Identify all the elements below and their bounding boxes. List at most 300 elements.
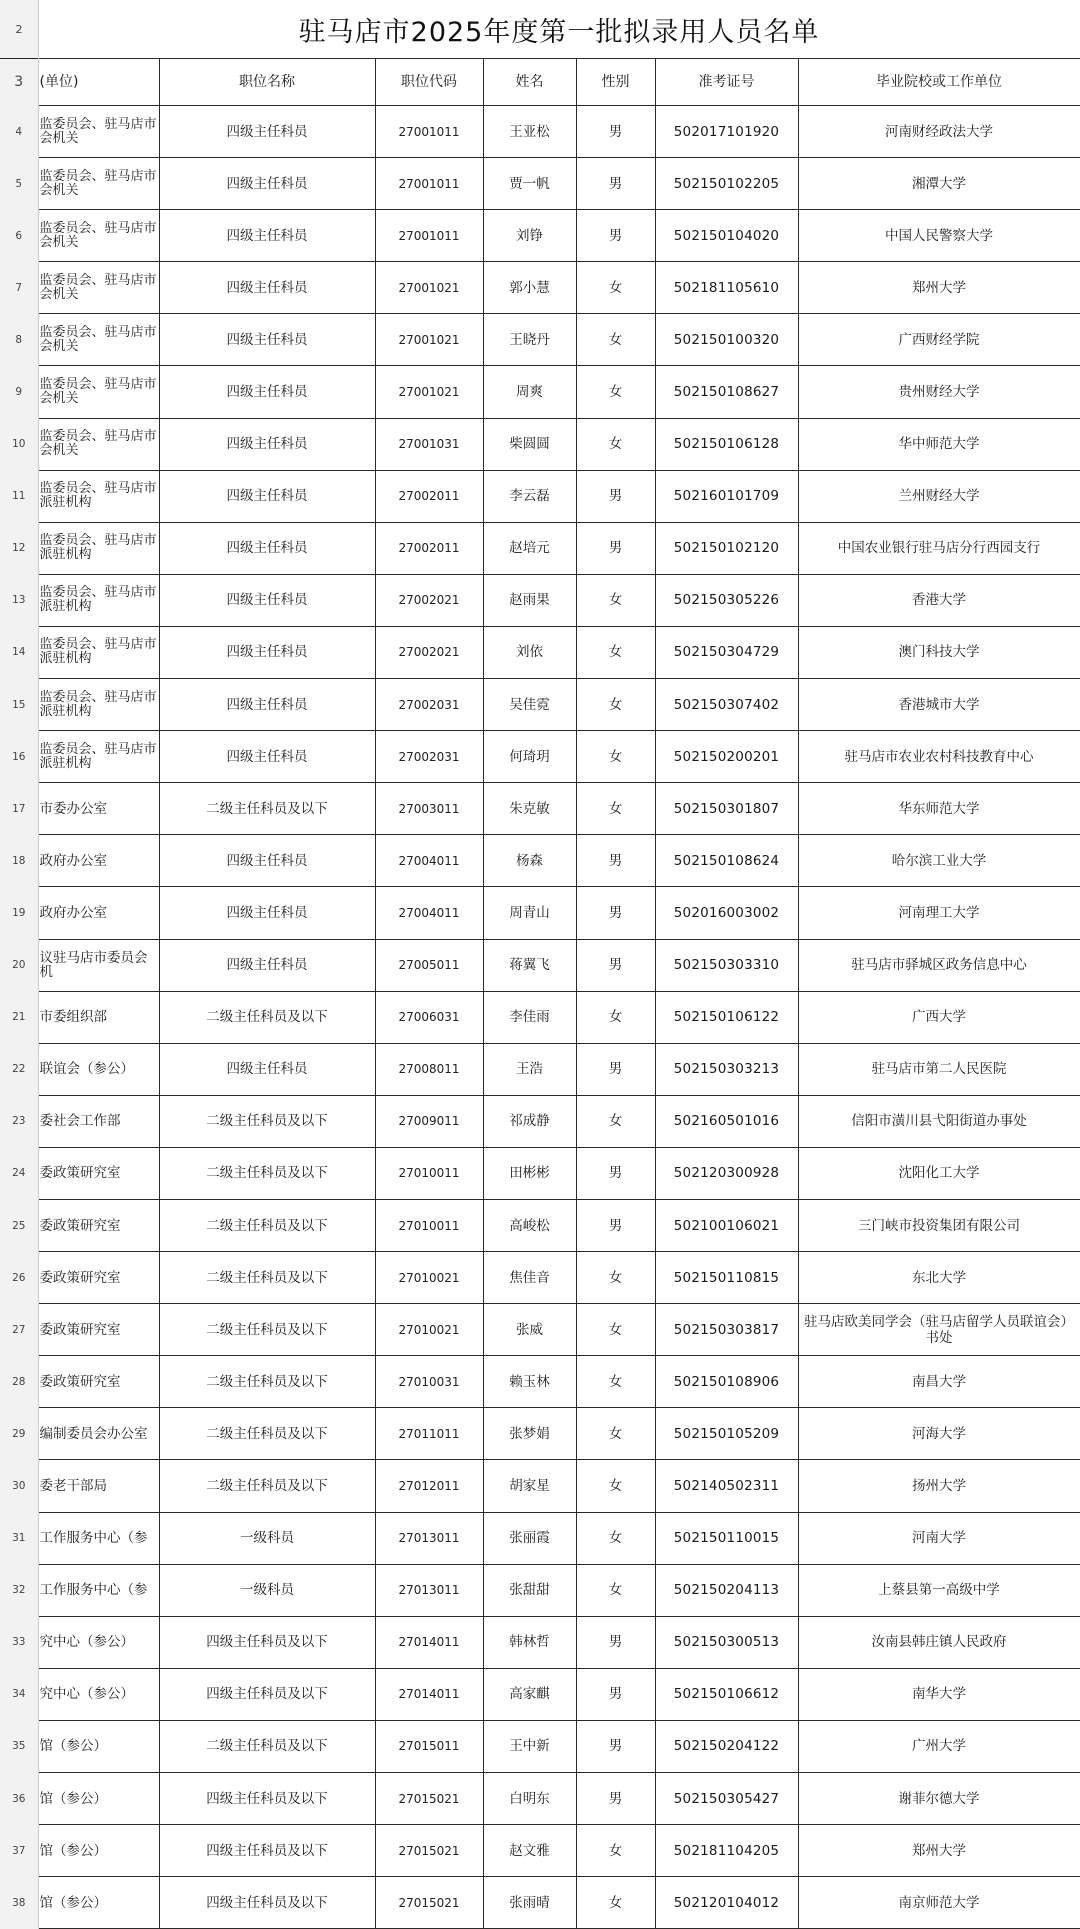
header-unit[interactable]: (单位) — [38, 59, 159, 106]
cell-position[interactable]: 四级主任科员及以下 — [159, 1616, 375, 1668]
row-number[interactable]: 11 — [0, 470, 38, 522]
row-number[interactable]: 7 — [0, 262, 38, 314]
cell-name[interactable]: 杨森 — [483, 835, 576, 887]
cell-name[interactable]: 周青山 — [483, 887, 576, 939]
cell-code[interactable]: 27002021 — [375, 574, 483, 626]
cell-name[interactable]: 韩林哲 — [483, 1616, 576, 1668]
cell-school[interactable]: 东北大学 — [798, 1252, 1080, 1304]
cell-gender[interactable]: 女 — [576, 1825, 655, 1877]
cell-school[interactable]: 河海大学 — [798, 1408, 1080, 1460]
cell-school[interactable]: 南京师范大学 — [798, 1877, 1080, 1929]
cell-code[interactable]: 27001011 — [375, 210, 483, 262]
cell-exam-id[interactable]: 502150305226 — [655, 574, 798, 626]
cell-position[interactable]: 二级主任科员及以下 — [159, 783, 375, 835]
cell-position[interactable]: 四级主任科员及以下 — [159, 1668, 375, 1720]
cell-gender[interactable]: 女 — [576, 262, 655, 314]
cell-position[interactable]: 四级主任科员 — [159, 470, 375, 522]
cell-unit[interactable]: 委政策研究室 — [38, 1356, 159, 1408]
row-number[interactable]: 24 — [0, 1147, 38, 1199]
cell-name[interactable]: 吴佳霓 — [483, 679, 576, 731]
row-number[interactable]: 31 — [0, 1512, 38, 1564]
cell-unit[interactable]: 监委员会、驻马店市 派驻机构 — [38, 470, 159, 522]
cell-name[interactable]: 王浩 — [483, 1043, 576, 1095]
cell-unit[interactable]: 监委员会、驻马店市 派驻机构 — [38, 626, 159, 678]
cell-gender[interactable]: 男 — [576, 1043, 655, 1095]
cell-gender[interactable]: 男 — [576, 1773, 655, 1825]
cell-code[interactable]: 27002011 — [375, 522, 483, 574]
cell-position[interactable]: 二级主任科员及以下 — [159, 1199, 375, 1251]
cell-code[interactable]: 27009011 — [375, 1095, 483, 1147]
cell-name[interactable]: 朱克敏 — [483, 783, 576, 835]
cell-code[interactable]: 27002011 — [375, 470, 483, 522]
cell-exam-id[interactable]: 502150307402 — [655, 679, 798, 731]
cell-position[interactable]: 四级主任科员 — [159, 522, 375, 574]
cell-exam-id[interactable]: 502181104205 — [655, 1825, 798, 1877]
cell-exam-id[interactable]: 502150110015 — [655, 1512, 798, 1564]
row-number[interactable]: 27 — [0, 1304, 38, 1356]
cell-gender[interactable]: 女 — [576, 1252, 655, 1304]
cell-unit[interactable]: 委政策研究室 — [38, 1199, 159, 1251]
cell-position[interactable]: 一级科员 — [159, 1512, 375, 1564]
row-number[interactable]: 14 — [0, 626, 38, 678]
cell-school[interactable]: 河南理工大学 — [798, 887, 1080, 939]
row-number[interactable]: 29 — [0, 1408, 38, 1460]
row-number[interactable]: 36 — [0, 1773, 38, 1825]
cell-name[interactable]: 何琦玥 — [483, 731, 576, 783]
cell-unit[interactable]: 馆（参公） — [38, 1720, 159, 1772]
cell-gender[interactable]: 女 — [576, 1356, 655, 1408]
cell-unit[interactable]: 究中心（参公） — [38, 1616, 159, 1668]
row-number[interactable]: 20 — [0, 939, 38, 991]
cell-position[interactable]: 四级主任科员 — [159, 939, 375, 991]
cell-unit[interactable]: 监委员会、驻马店市 派驻机构 — [38, 574, 159, 626]
cell-code[interactable]: 27001011 — [375, 106, 483, 158]
cell-school[interactable]: 沈阳化工大学 — [798, 1147, 1080, 1199]
cell-gender[interactable]: 男 — [576, 1616, 655, 1668]
cell-position[interactable]: 四级主任科员 — [159, 887, 375, 939]
cell-gender[interactable]: 女 — [576, 366, 655, 418]
cell-gender[interactable]: 女 — [576, 679, 655, 731]
cell-school[interactable]: 汝南县韩庄镇人民政府 — [798, 1616, 1080, 1668]
cell-gender[interactable]: 女 — [576, 1408, 655, 1460]
cell-name[interactable]: 柴圆圆 — [483, 418, 576, 470]
row-number[interactable]: 34 — [0, 1668, 38, 1720]
cell-school[interactable]: 南昌大学 — [798, 1356, 1080, 1408]
cell-unit[interactable]: 馆（参公） — [38, 1877, 159, 1929]
cell-name[interactable]: 王晓丹 — [483, 314, 576, 366]
cell-gender[interactable]: 女 — [576, 1095, 655, 1147]
cell-unit[interactable]: 工作服务中心（参 — [38, 1564, 159, 1616]
cell-gender[interactable]: 女 — [576, 1460, 655, 1512]
cell-exam-id[interactable]: 502150204122 — [655, 1720, 798, 1772]
cell-name[interactable]: 郭小慧 — [483, 262, 576, 314]
row-number[interactable]: 23 — [0, 1095, 38, 1147]
cell-code[interactable]: 27012011 — [375, 1460, 483, 1512]
cell-exam-id[interactable]: 502150100320 — [655, 314, 798, 366]
cell-name[interactable]: 蒋翼飞 — [483, 939, 576, 991]
cell-name[interactable]: 张雨晴 — [483, 1877, 576, 1929]
header-position[interactable]: 职位名称 — [159, 59, 375, 106]
cell-code[interactable]: 27014011 — [375, 1616, 483, 1668]
cell-position[interactable]: 四级主任科员及以下 — [159, 1773, 375, 1825]
table-row — [0, 574, 1080, 626]
cell-school[interactable]: 三门峡市投资集团有限公司 — [798, 1199, 1080, 1251]
cell-position[interactable]: 四级主任科员及以下 — [159, 1825, 375, 1877]
cell-code[interactable]: 27015021 — [375, 1825, 483, 1877]
cell-gender[interactable]: 女 — [576, 574, 655, 626]
cell-school[interactable]: 驻马店市第二人民医院 — [798, 1043, 1080, 1095]
cell-position[interactable]: 二级主任科员及以下 — [159, 1460, 375, 1512]
cell-code[interactable]: 27003011 — [375, 783, 483, 835]
cell-name[interactable]: 高峻松 — [483, 1199, 576, 1251]
cell-unit[interactable]: 政府办公室 — [38, 887, 159, 939]
cell-position[interactable]: 二级主任科员及以下 — [159, 1356, 375, 1408]
cell-unit[interactable]: 编制委员会办公室 — [38, 1408, 159, 1460]
cell-unit[interactable]: 委社会工作部 — [38, 1095, 159, 1147]
row-number[interactable]: 5 — [0, 158, 38, 210]
cell-school[interactable]: 南华大学 — [798, 1668, 1080, 1720]
cell-position[interactable]: 四级主任科员 — [159, 210, 375, 262]
cell-gender[interactable]: 女 — [576, 314, 655, 366]
cell-code[interactable]: 27015011 — [375, 1720, 483, 1772]
cell-gender[interactable]: 女 — [576, 1512, 655, 1564]
cell-gender[interactable]: 男 — [576, 1147, 655, 1199]
cell-position[interactable]: 四级主任科员 — [159, 731, 375, 783]
cell-position[interactable]: 二级主任科员及以下 — [159, 1147, 375, 1199]
cell-exam-id[interactable]: 502017101920 — [655, 106, 798, 158]
row-number[interactable]: 4 — [0, 106, 38, 158]
cell-exam-id[interactable]: 502150105209 — [655, 1408, 798, 1460]
header-exam-id[interactable]: 准考证号 — [655, 59, 798, 106]
page-title[interactable]: 驻马店市2025年度第一批拟录用人员名单 — [298, 16, 820, 48]
cell-name[interactable]: 张威 — [483, 1304, 576, 1356]
cell-code[interactable]: 27002021 — [375, 626, 483, 678]
cell-school[interactable]: 广西大学 — [798, 991, 1080, 1043]
cell-code[interactable]: 27004011 — [375, 887, 483, 939]
cell-exam-id[interactable]: 502120104012 — [655, 1877, 798, 1929]
cell-exam-id[interactable]: 502160501016 — [655, 1095, 798, 1147]
cell-name[interactable]: 赖玉林 — [483, 1356, 576, 1408]
cell-gender[interactable]: 男 — [576, 1199, 655, 1251]
cell-school[interactable]: 驻马店欧美同学会（驻马店留学人员联谊会） 书处 — [798, 1304, 1080, 1356]
cell-exam-id[interactable]: 502150108627 — [655, 366, 798, 418]
cell-school[interactable]: 兰州财经大学 — [798, 470, 1080, 522]
row-number[interactable]: 8 — [0, 314, 38, 366]
cell-code[interactable]: 27008011 — [375, 1043, 483, 1095]
cell-name[interactable]: 田彬彬 — [483, 1147, 576, 1199]
cell-school[interactable]: 郑州大学 — [798, 1825, 1080, 1877]
cell-position[interactable]: 四级主任科员 — [159, 158, 375, 210]
cell-code[interactable]: 27013011 — [375, 1512, 483, 1564]
cell-unit[interactable]: 市委组织部 — [38, 991, 159, 1043]
row-number[interactable]: 6 — [0, 210, 38, 262]
cell-name[interactable]: 张梦娟 — [483, 1408, 576, 1460]
cell-exam-id[interactable]: 502150102120 — [655, 522, 798, 574]
cell-unit[interactable]: 监委员会、驻马店市 会机关 — [38, 210, 159, 262]
cell-position[interactable]: 四级主任科员 — [159, 366, 375, 418]
cell-unit[interactable]: 市委办公室 — [38, 783, 159, 835]
cell-school[interactable]: 广西财经学院 — [798, 314, 1080, 366]
cell-code[interactable]: 27015021 — [375, 1877, 483, 1929]
cell-code[interactable]: 27010021 — [375, 1304, 483, 1356]
cell-code[interactable]: 27010011 — [375, 1199, 483, 1251]
cell-unit[interactable]: 馆（参公） — [38, 1773, 159, 1825]
cell-position[interactable]: 四级主任科员 — [159, 314, 375, 366]
cell-exam-id[interactable]: 502150303213 — [655, 1043, 798, 1095]
cell-code[interactable]: 27010011 — [375, 1147, 483, 1199]
cell-exam-id[interactable]: 502160101709 — [655, 470, 798, 522]
cell-school[interactable]: 华中师范大学 — [798, 418, 1080, 470]
cell-gender[interactable]: 女 — [576, 1564, 655, 1616]
cell-code[interactable]: 27001021 — [375, 262, 483, 314]
cell-exam-id[interactable]: 502120300928 — [655, 1147, 798, 1199]
header-code[interactable]: 职位代码 — [375, 59, 483, 106]
cell-school[interactable]: 驻马店市驿城区政务信息中心 — [798, 939, 1080, 991]
row-number[interactable]: 33 — [0, 1616, 38, 1668]
cell-code[interactable]: 27001021 — [375, 366, 483, 418]
row-number[interactable]: 22 — [0, 1043, 38, 1095]
cell-name[interactable]: 白明东 — [483, 1773, 576, 1825]
cell-school[interactable]: 郑州大学 — [798, 262, 1080, 314]
cell-gender[interactable]: 男 — [576, 1668, 655, 1720]
cell-exam-id[interactable]: 502150106128 — [655, 418, 798, 470]
row-number[interactable]: 3 — [0, 59, 38, 106]
cell-exam-id[interactable]: 502150303817 — [655, 1304, 798, 1356]
header-gender[interactable]: 性别 — [576, 59, 655, 106]
cell-position[interactable]: 四级主任科员 — [159, 1043, 375, 1095]
table-row — [0, 210, 1080, 262]
cell-name[interactable]: 贾一帆 — [483, 158, 576, 210]
row-number[interactable]: 19 — [0, 887, 38, 939]
cell-name[interactable]: 赵文雅 — [483, 1825, 576, 1877]
cell-unit[interactable]: 监委员会、驻马店市 派驻机构 — [38, 679, 159, 731]
cell-position[interactable]: 二级主任科员及以下 — [159, 1095, 375, 1147]
cell-position[interactable]: 二级主任科员及以下 — [159, 1252, 375, 1304]
cell-school[interactable]: 信阳市潢川县弋阳街道办事处 — [798, 1095, 1080, 1147]
cell-gender[interactable]: 女 — [576, 626, 655, 678]
cell-code[interactable]: 27006031 — [375, 991, 483, 1043]
cell-exam-id[interactable]: 502150104020 — [655, 210, 798, 262]
cell-position[interactable]: 四级主任科员 — [159, 106, 375, 158]
row-number[interactable]: 37 — [0, 1825, 38, 1877]
cell-code[interactable]: 27001031 — [375, 418, 483, 470]
cell-unit[interactable]: 联谊会（参公） — [38, 1043, 159, 1095]
cell-name[interactable]: 赵雨果 — [483, 574, 576, 626]
row-number[interactable]: 9 — [0, 366, 38, 418]
cell-name[interactable]: 祁成静 — [483, 1095, 576, 1147]
cell-position[interactable]: 二级主任科员及以下 — [159, 1304, 375, 1356]
cell-school[interactable]: 上蔡县第一高级中学 — [798, 1564, 1080, 1616]
cell-position[interactable]: 二级主任科员及以下 — [159, 991, 375, 1043]
cell-unit[interactable]: 监委员会、驻马店市 会机关 — [38, 106, 159, 158]
cell-school[interactable]: 扬州大学 — [798, 1460, 1080, 1512]
table-row — [0, 626, 1080, 678]
cell-school[interactable]: 驻马店市农业农村科技教育中心 — [798, 731, 1080, 783]
cell-name[interactable]: 焦佳音 — [483, 1252, 576, 1304]
cell-name[interactable]: 高家麒 — [483, 1668, 576, 1720]
cell-unit[interactable]: 监委员会、驻马店市 会机关 — [38, 366, 159, 418]
cell-unit[interactable]: 监委员会、驻马店市 会机关 — [38, 262, 159, 314]
cell-unit[interactable]: 委政策研究室 — [38, 1304, 159, 1356]
cell-name[interactable]: 张丽霞 — [483, 1512, 576, 1564]
cell-code[interactable]: 27011011 — [375, 1408, 483, 1460]
row-number[interactable]: 18 — [0, 835, 38, 887]
cell-exam-id[interactable]: 502150106122 — [655, 991, 798, 1043]
cell-position[interactable]: 一级科员 — [159, 1564, 375, 1616]
row-number[interactable]: 15 — [0, 679, 38, 731]
cell-school[interactable]: 中国农业银行驻马店分行西园支行 — [798, 522, 1080, 574]
table-row — [0, 1773, 1080, 1825]
table-row — [0, 106, 1080, 158]
cell-name[interactable]: 李云磊 — [483, 470, 576, 522]
cell-unit[interactable]: 委政策研究室 — [38, 1252, 159, 1304]
header-school[interactable]: 毕业院校或工作单位 — [798, 59, 1080, 106]
cell-unit[interactable]: 议驻马店市委员会机 — [38, 939, 159, 991]
cell-code[interactable]: 27004011 — [375, 835, 483, 887]
row-number[interactable]: 2 — [15, 22, 23, 36]
cell-unit[interactable]: 委老干部局 — [38, 1460, 159, 1512]
cell-exam-id[interactable]: 502150106612 — [655, 1668, 798, 1720]
cell-school[interactable]: 澳门科技大学 — [798, 626, 1080, 678]
cell-name[interactable]: 周爽 — [483, 366, 576, 418]
cell-name[interactable]: 胡家星 — [483, 1460, 576, 1512]
cell-name[interactable]: 王亚松 — [483, 106, 576, 158]
cell-code[interactable]: 27001011 — [375, 158, 483, 210]
table-row — [0, 314, 1080, 366]
cell-position[interactable]: 二级主任科员及以下 — [159, 1720, 375, 1772]
cell-school[interactable]: 香港大学 — [798, 574, 1080, 626]
cell-name[interactable]: 王中新 — [483, 1720, 576, 1772]
cell-school[interactable]: 河南财经政法大学 — [798, 106, 1080, 158]
cell-school[interactable]: 中国人民警察大学 — [798, 210, 1080, 262]
row-number[interactable]: 28 — [0, 1356, 38, 1408]
row-number[interactable]: 30 — [0, 1460, 38, 1512]
cell-exam-id[interactable]: 502150300513 — [655, 1616, 798, 1668]
table-row — [0, 783, 1080, 835]
row-number[interactable]: 35 — [0, 1720, 38, 1772]
cell-school[interactable]: 湘潭大学 — [798, 158, 1080, 210]
cell-gender[interactable]: 男 — [576, 522, 655, 574]
cell-gender[interactable]: 男 — [576, 210, 655, 262]
cell-exam-id[interactable]: 502140502311 — [655, 1460, 798, 1512]
cell-unit[interactable]: 政府办公室 — [38, 835, 159, 887]
cell-code[interactable]: 27015021 — [375, 1773, 483, 1825]
cell-gender[interactable]: 男 — [576, 1720, 655, 1772]
cell-school[interactable]: 河南大学 — [798, 1512, 1080, 1564]
cell-school[interactable]: 谢菲尔德大学 — [798, 1773, 1080, 1825]
cell-exam-id[interactable]: 502150301807 — [655, 783, 798, 835]
cell-position[interactable]: 四级主任科员 — [159, 574, 375, 626]
header-name[interactable]: 姓名 — [483, 59, 576, 106]
cell-gender[interactable]: 男 — [576, 106, 655, 158]
cell-code[interactable]: 27001021 — [375, 314, 483, 366]
cell-position[interactable]: 四级主任科员 — [159, 679, 375, 731]
row-number[interactable]: 38 — [0, 1877, 38, 1929]
cell-code[interactable]: 27014011 — [375, 1668, 483, 1720]
cell-exam-id[interactable]: 502100106021 — [655, 1199, 798, 1251]
cell-unit[interactable]: 监委员会、驻马店市 会机关 — [38, 158, 159, 210]
cell-gender[interactable]: 女 — [576, 783, 655, 835]
cell-position[interactable]: 四级主任科员 — [159, 626, 375, 678]
cell-code[interactable]: 27010031 — [375, 1356, 483, 1408]
row-number[interactable]: 26 — [0, 1252, 38, 1304]
cell-gender[interactable]: 男 — [576, 158, 655, 210]
cell-exam-id[interactable]: 502150108906 — [655, 1356, 798, 1408]
cell-unit[interactable]: 委政策研究室 — [38, 1147, 159, 1199]
cell-unit[interactable]: 监委员会、驻马店市 派驻机构 — [38, 522, 159, 574]
cell-gender[interactable]: 男 — [576, 887, 655, 939]
cell-gender[interactable]: 女 — [576, 418, 655, 470]
cell-code[interactable]: 27013011 — [375, 1564, 483, 1616]
cell-school[interactable]: 香港城市大学 — [798, 679, 1080, 731]
row-number[interactable]: 10 — [0, 418, 38, 470]
cell-exam-id[interactable]: 502150110815 — [655, 1252, 798, 1304]
cell-unit[interactable]: 监委员会、驻马店市 会机关 — [38, 418, 159, 470]
cell-name[interactable]: 赵培元 — [483, 522, 576, 574]
cell-exam-id[interactable]: 502150108624 — [655, 835, 798, 887]
cell-position[interactable]: 二级主任科员及以下 — [159, 1408, 375, 1460]
row-number[interactable]: 21 — [0, 991, 38, 1043]
cell-position[interactable]: 四级主任科员 — [159, 418, 375, 470]
cell-exam-id[interactable]: 502150200201 — [655, 731, 798, 783]
cell-position[interactable]: 四级主任科员 — [159, 835, 375, 887]
cell-exam-id[interactable]: 502150204113 — [655, 1564, 798, 1616]
row-number[interactable]: 13 — [0, 574, 38, 626]
cell-unit[interactable]: 究中心（参公） — [38, 1668, 159, 1720]
cell-gender[interactable]: 女 — [576, 731, 655, 783]
cell-code[interactable]: 27002031 — [375, 731, 483, 783]
row-number[interactable]: 12 — [0, 522, 38, 574]
cell-position[interactable]: 四级主任科员及以下 — [159, 1877, 375, 1929]
row-number[interactable]: 25 — [0, 1199, 38, 1251]
cell-unit[interactable]: 监委员会、驻马店市 会机关 — [38, 314, 159, 366]
cell-name[interactable]: 张甜甜 — [483, 1564, 576, 1616]
cell-school[interactable]: 哈尔滨工业大学 — [798, 835, 1080, 887]
row-number[interactable]: 17 — [0, 783, 38, 835]
table-row — [0, 835, 1080, 887]
cell-gender[interactable]: 男 — [576, 835, 655, 887]
cell-position[interactable]: 四级主任科员 — [159, 262, 375, 314]
cell-gender[interactable]: 女 — [576, 1877, 655, 1929]
cell-school[interactable]: 广州大学 — [798, 1720, 1080, 1772]
cell-code[interactable]: 27005011 — [375, 939, 483, 991]
cell-gender[interactable]: 女 — [576, 991, 655, 1043]
cell-name[interactable]: 刘依 — [483, 626, 576, 678]
cell-gender[interactable]: 男 — [576, 470, 655, 522]
cell-code[interactable]: 27002031 — [375, 679, 483, 731]
cell-exam-id[interactable]: 502150102205 — [655, 158, 798, 210]
cell-unit[interactable]: 工作服务中心（参 — [38, 1512, 159, 1564]
cell-exam-id[interactable]: 502181105610 — [655, 262, 798, 314]
cell-unit[interactable]: 馆（参公） — [38, 1825, 159, 1877]
roster-table — [0, 58, 1080, 1929]
cell-gender[interactable]: 女 — [576, 1304, 655, 1356]
cell-gender[interactable]: 男 — [576, 939, 655, 991]
cell-exam-id[interactable]: 502150303310 — [655, 939, 798, 991]
cell-code[interactable]: 27010021 — [375, 1252, 483, 1304]
cell-school[interactable]: 华东师范大学 — [798, 783, 1080, 835]
cell-exam-id[interactable]: 502016003002 — [655, 887, 798, 939]
table-row — [0, 1147, 1080, 1199]
cell-exam-id[interactable]: 502150304729 — [655, 626, 798, 678]
row-number[interactable]: 16 — [0, 731, 38, 783]
row-number[interactable]: 32 — [0, 1564, 38, 1616]
cell-unit[interactable]: 监委员会、驻马店市 派驻机构 — [38, 731, 159, 783]
cell-exam-id[interactable]: 502150305427 — [655, 1773, 798, 1825]
cell-name[interactable]: 李佳雨 — [483, 991, 576, 1043]
cell-school[interactable]: 贵州财经大学 — [798, 366, 1080, 418]
cell-name[interactable]: 刘铮 — [483, 210, 576, 262]
